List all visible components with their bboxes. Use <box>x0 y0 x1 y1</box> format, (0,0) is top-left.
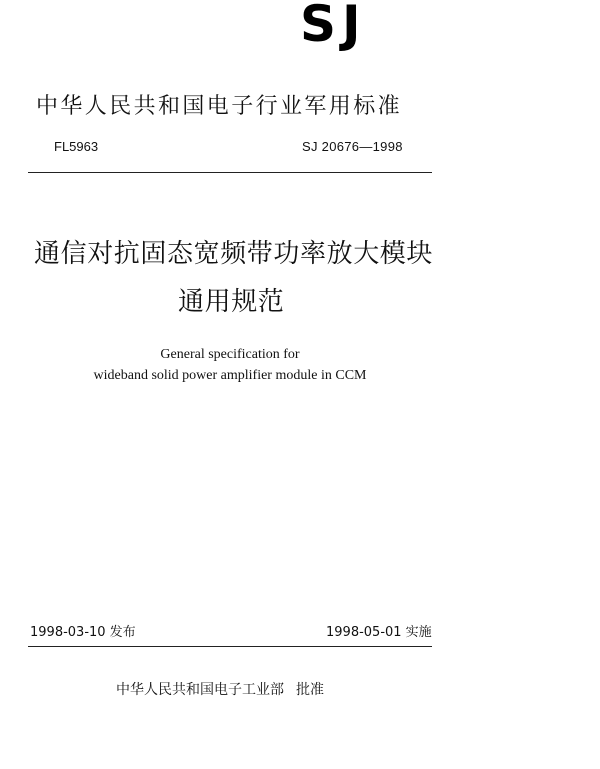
sj-logo: SJ <box>300 0 367 53</box>
approving-authority: 中华人民共和国电子工业部 <box>116 682 284 698</box>
approval-line <box>116 680 324 700</box>
english-title-line1: General specification for <box>160 347 300 362</box>
classification-code: FL5963 <box>54 139 99 154</box>
footer-divider <box>28 646 432 647</box>
english-title-line2: wideband solid power amplifier module in CCM <box>93 368 367 383</box>
publish-date: 1998-03-10 发布 <box>30 625 136 640</box>
document-title-line2: 通用规范 <box>178 287 285 317</box>
standard-number: SJ 20676—1998 <box>302 139 403 154</box>
implement-date: 1998-05-01 实施 <box>326 625 432 640</box>
document-title-line1: 通信对抗固态宽频带功率放大模块 <box>34 239 434 269</box>
header-divider <box>28 172 432 173</box>
english-title <box>80 344 380 386</box>
approval-word: 批准 <box>296 682 324 698</box>
standard-series-title: 中华人民共和国电子行业军用标准 <box>36 94 403 119</box>
